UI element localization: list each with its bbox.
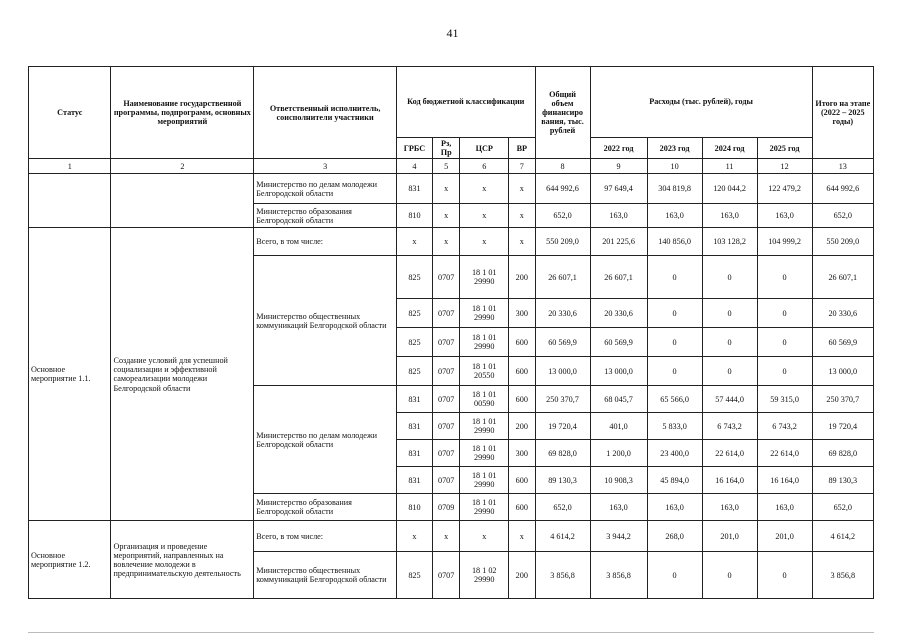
cell-rzpr: 0707 bbox=[432, 328, 459, 357]
cell-csr: 18 1 01 29990 bbox=[460, 328, 509, 357]
cell-grbs: х bbox=[396, 228, 432, 256]
cell-2022: 13 000,0 bbox=[590, 357, 647, 386]
cell-2024: 16 164,0 bbox=[702, 467, 757, 494]
cell-2024: 163,0 bbox=[702, 204, 757, 228]
cell-stage: 20 330,6 bbox=[812, 299, 873, 328]
cell-2023: 163,0 bbox=[647, 494, 702, 521]
cell-vr: 600 bbox=[509, 386, 535, 413]
cell-csr: х bbox=[460, 521, 509, 552]
header-vr: ВР bbox=[509, 138, 535, 159]
cell-rzpr: 0707 bbox=[432, 467, 459, 494]
column-number-row bbox=[29, 159, 874, 174]
cell-2025: 0 bbox=[757, 256, 812, 299]
row-status: Основное мероприятие 1.2. bbox=[29, 521, 111, 599]
cell-vr: 200 bbox=[509, 256, 535, 299]
cell-2022: 1 200,0 bbox=[590, 440, 647, 467]
cell-rzpr: х bbox=[432, 521, 459, 552]
header-stage-total: Итого на этапе (2022 – 2025 годы) bbox=[812, 67, 873, 159]
cell-2022: 163,0 bbox=[590, 204, 647, 228]
cell-2022: 3 856,8 bbox=[590, 552, 647, 599]
cell-2022: 163,0 bbox=[590, 494, 647, 521]
cell-grbs: 831 bbox=[396, 174, 432, 204]
row-executor: Всего, в том числе: bbox=[254, 228, 397, 256]
cell-total: 19 720,4 bbox=[535, 413, 590, 440]
cell-total: 26 607,1 bbox=[535, 256, 590, 299]
row-executor: Министерство образования Белгородской области bbox=[254, 204, 397, 228]
cell-2022: 10 908,3 bbox=[590, 467, 647, 494]
cell-grbs: 825 bbox=[396, 357, 432, 386]
cell-vr: 600 bbox=[509, 494, 535, 521]
header-name: Наименование государственной программы, подпрограмм, основных мероприятий bbox=[111, 67, 254, 159]
cell-grbs: 810 bbox=[396, 204, 432, 228]
cell-rzpr: 0709 bbox=[432, 494, 459, 521]
cell-csr: х bbox=[460, 228, 509, 256]
cell-csr: 18 1 01 29990 bbox=[460, 440, 509, 467]
column-number: 3 bbox=[254, 159, 397, 174]
cell-rzpr: 0707 bbox=[432, 440, 459, 467]
header-2023: 2023 год bbox=[647, 138, 702, 159]
row-executor: Министерство по делам молодежи Белгородской области bbox=[254, 386, 397, 494]
row-name bbox=[111, 174, 254, 228]
header-2025: 2025 год bbox=[757, 138, 812, 159]
header-budget-code: Код бюджетной классификации bbox=[396, 67, 535, 138]
cell-total: 3 856,8 bbox=[535, 552, 590, 599]
cell-2024: 103 128,2 bbox=[702, 228, 757, 256]
cell-rzpr: 0707 bbox=[432, 299, 459, 328]
row-status: Основное мероприятие 1.1. bbox=[29, 228, 111, 521]
cell-2023: 0 bbox=[647, 552, 702, 599]
cell-2022: 26 607,1 bbox=[590, 256, 647, 299]
cell-rzpr: х bbox=[432, 228, 459, 256]
column-number: 1 bbox=[29, 159, 111, 174]
column-number: 11 bbox=[702, 159, 757, 174]
header-expenses: Расходы (тыс. рублей), годы bbox=[590, 67, 812, 138]
cell-grbs: 825 bbox=[396, 299, 432, 328]
cell-2024: 0 bbox=[702, 328, 757, 357]
header-csr: ЦСР bbox=[460, 138, 509, 159]
cell-2022: 3 944,2 bbox=[590, 521, 647, 552]
cell-total: 20 330,6 bbox=[535, 299, 590, 328]
page-number: 41 bbox=[446, 26, 459, 40]
row-name: Организация и проведение мероприятий, направленных на вовлечение молодежи в предпринимательскую деятельность bbox=[111, 521, 254, 599]
cell-2025: 104 999,2 bbox=[757, 228, 812, 256]
cell-2023: 65 566,0 bbox=[647, 386, 702, 413]
row-executor: Всего, в том числе: bbox=[254, 521, 397, 552]
cell-vr: х bbox=[509, 174, 535, 204]
cell-total: 60 569,9 bbox=[535, 328, 590, 357]
column-number: 4 bbox=[396, 159, 432, 174]
cell-2025: 0 bbox=[757, 357, 812, 386]
cell-2023: 163,0 bbox=[647, 204, 702, 228]
cell-2023: 0 bbox=[647, 357, 702, 386]
cell-stage: 652,0 bbox=[812, 204, 873, 228]
cell-stage: 89 130,3 bbox=[812, 467, 873, 494]
cell-vr: х bbox=[509, 228, 535, 256]
cell-csr: 18 1 01 00590 bbox=[460, 386, 509, 413]
cell-grbs: 831 bbox=[396, 413, 432, 440]
cell-total: 644 992,6 bbox=[535, 174, 590, 204]
cell-total: 652,0 bbox=[535, 494, 590, 521]
cell-stage: 26 607,1 bbox=[812, 256, 873, 299]
cell-stage: 652,0 bbox=[812, 494, 873, 521]
cell-rzpr: 0707 bbox=[432, 552, 459, 599]
cell-grbs: х bbox=[396, 521, 432, 552]
cell-stage: 19 720,4 bbox=[812, 413, 873, 440]
cell-2025: 16 164,0 bbox=[757, 467, 812, 494]
cell-2023: 304 819,8 bbox=[647, 174, 702, 204]
cell-rzpr: 0707 bbox=[432, 357, 459, 386]
cell-total: 550 209,0 bbox=[535, 228, 590, 256]
cell-vr: х bbox=[509, 204, 535, 228]
cell-2023: 268,0 bbox=[647, 521, 702, 552]
cell-2024: 0 bbox=[702, 552, 757, 599]
row-executor: Министерство по делам молодежи Белгородской области bbox=[254, 174, 397, 204]
cell-stage: 13 000,0 bbox=[812, 357, 873, 386]
cell-vr: 300 bbox=[509, 440, 535, 467]
cell-grbs: 825 bbox=[396, 552, 432, 599]
header-2024: 2024 год bbox=[702, 138, 757, 159]
cell-rzpr: х bbox=[432, 174, 459, 204]
column-number: 7 bbox=[509, 159, 535, 174]
cell-vr: 600 bbox=[509, 467, 535, 494]
cell-2025: 0 bbox=[757, 552, 812, 599]
column-number: 6 bbox=[460, 159, 509, 174]
cell-2024: 163,0 bbox=[702, 494, 757, 521]
cell-stage: 60 569,9 bbox=[812, 328, 873, 357]
header-grbs: ГРБС bbox=[396, 138, 432, 159]
cell-2025: 6 743,2 bbox=[757, 413, 812, 440]
cell-csr: 18 1 01 20550 bbox=[460, 357, 509, 386]
header-2022: 2022 год bbox=[590, 138, 647, 159]
cell-2025: 201,0 bbox=[757, 521, 812, 552]
cell-2024: 6 743,2 bbox=[702, 413, 757, 440]
column-number: 5 bbox=[432, 159, 459, 174]
cell-stage: 69 828,0 bbox=[812, 440, 873, 467]
table-row bbox=[29, 174, 874, 204]
cell-total: 652,0 bbox=[535, 204, 590, 228]
cell-grbs: 810 bbox=[396, 494, 432, 521]
cell-2025: 0 bbox=[757, 299, 812, 328]
cell-2022: 68 045,7 bbox=[590, 386, 647, 413]
cell-vr: 200 bbox=[509, 413, 535, 440]
cell-total: 4 614,2 bbox=[535, 521, 590, 552]
cell-2024: 0 bbox=[702, 256, 757, 299]
cell-2023: 45 894,0 bbox=[647, 467, 702, 494]
cell-csr: х bbox=[460, 174, 509, 204]
cell-vr: 600 bbox=[509, 328, 535, 357]
cell-2022: 201 225,6 bbox=[590, 228, 647, 256]
cell-2024: 201,0 bbox=[702, 521, 757, 552]
cell-2025: 22 614,0 bbox=[757, 440, 812, 467]
cell-2024: 0 bbox=[702, 357, 757, 386]
cell-2025: 163,0 bbox=[757, 494, 812, 521]
cell-2022: 20 330,6 bbox=[590, 299, 647, 328]
cell-stage: 3 856,8 bbox=[812, 552, 873, 599]
cell-rzpr: 0707 bbox=[432, 256, 459, 299]
cell-2023: 0 bbox=[647, 299, 702, 328]
column-number: 13 bbox=[812, 159, 873, 174]
column-number: 9 bbox=[590, 159, 647, 174]
cell-grbs: 831 bbox=[396, 440, 432, 467]
cell-csr: х bbox=[460, 204, 509, 228]
cell-2025: 0 bbox=[757, 328, 812, 357]
cell-2023: 5 833,0 bbox=[647, 413, 702, 440]
cell-grbs: 831 bbox=[396, 386, 432, 413]
cell-2024: 22 614,0 bbox=[702, 440, 757, 467]
cell-csr: 18 1 01 29990 bbox=[460, 494, 509, 521]
cell-csr: 18 1 01 29990 bbox=[460, 413, 509, 440]
cell-stage: 4 614,2 bbox=[812, 521, 873, 552]
cell-stage: 550 209,0 bbox=[812, 228, 873, 256]
cell-csr: 18 1 01 29990 bbox=[460, 299, 509, 328]
header-total-volume: Общий объем финансиро вания, тыс. рублей bbox=[535, 67, 590, 159]
cell-2022: 60 569,9 bbox=[590, 328, 647, 357]
table-row bbox=[29, 521, 874, 552]
cell-vr: х bbox=[509, 521, 535, 552]
cell-rzpr: 0707 bbox=[432, 413, 459, 440]
cell-2024: 0 bbox=[702, 299, 757, 328]
header-rzpr: Рз, Пр bbox=[432, 138, 459, 159]
cell-2023: 23 400,0 bbox=[647, 440, 702, 467]
row-name: Создание условий для успешной социализации и эффективной самореализации молодежи Белгородской области bbox=[111, 228, 254, 521]
column-number: 10 bbox=[647, 159, 702, 174]
cell-rzpr: х bbox=[432, 204, 459, 228]
cell-total: 89 130,3 bbox=[535, 467, 590, 494]
cell-2024: 57 444,0 bbox=[702, 386, 757, 413]
row-executor: Министерство общественных коммуникаций Белгородской области bbox=[254, 256, 397, 386]
cell-2022: 401,0 bbox=[590, 413, 647, 440]
column-number: 12 bbox=[757, 159, 812, 174]
header-executor: Ответственный исполнитель, соисполнители участники bbox=[254, 67, 397, 159]
cell-2023: 140 856,0 bbox=[647, 228, 702, 256]
cell-csr: 18 1 01 29990 bbox=[460, 256, 509, 299]
cell-csr: 18 1 01 29990 bbox=[460, 467, 509, 494]
cell-2025: 59 315,0 bbox=[757, 386, 812, 413]
row-executor: Министерство общественных коммуникаций Белгородской области bbox=[254, 552, 397, 599]
row-status bbox=[29, 174, 111, 228]
cell-grbs: 825 bbox=[396, 328, 432, 357]
cell-rzpr: 0707 bbox=[432, 386, 459, 413]
cell-total: 13 000,0 bbox=[535, 357, 590, 386]
row-executor: Министерство образования Белгородской области bbox=[254, 494, 397, 521]
cell-total: 250 370,7 bbox=[535, 386, 590, 413]
column-number: 2 bbox=[111, 159, 254, 174]
cell-vr: 600 bbox=[509, 357, 535, 386]
cell-csr: 18 1 02 29990 bbox=[460, 552, 509, 599]
cell-grbs: 831 bbox=[396, 467, 432, 494]
table-row bbox=[29, 228, 874, 256]
budget-table bbox=[28, 66, 874, 599]
cell-2022: 97 649,4 bbox=[590, 174, 647, 204]
cell-stage: 644 992,6 bbox=[812, 174, 873, 204]
cell-2025: 122 479,2 bbox=[757, 174, 812, 204]
header-status: Статус bbox=[29, 67, 111, 159]
cell-2023: 0 bbox=[647, 328, 702, 357]
cell-total: 69 828,0 bbox=[535, 440, 590, 467]
cell-2024: 120 044,2 bbox=[702, 174, 757, 204]
cell-vr: 300 bbox=[509, 299, 535, 328]
cell-2023: 0 bbox=[647, 256, 702, 299]
cell-2025: 163,0 bbox=[757, 204, 812, 228]
column-number: 8 bbox=[535, 159, 590, 174]
page-edge-rule bbox=[28, 632, 874, 633]
cell-grbs: 825 bbox=[396, 256, 432, 299]
cell-stage: 250 370,7 bbox=[812, 386, 873, 413]
cell-vr: 200 bbox=[509, 552, 535, 599]
